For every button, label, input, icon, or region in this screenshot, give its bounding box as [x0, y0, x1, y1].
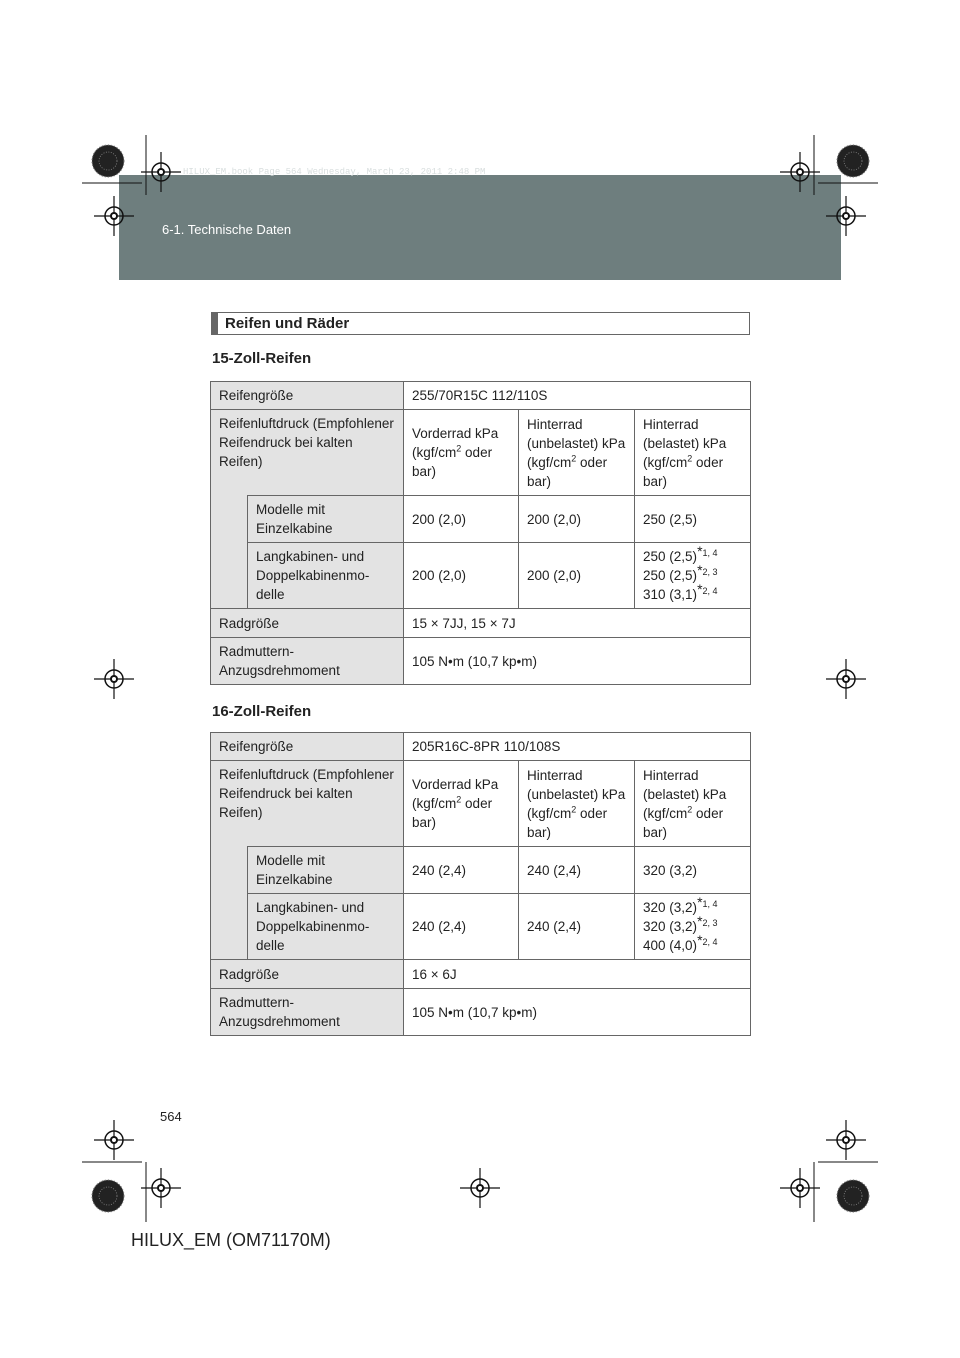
- front-value: 240 (2,4): [404, 847, 519, 894]
- rear-unloaded-value: 240 (2,4): [519, 847, 635, 894]
- book-stamp: HILUX_EM.book Page 564 Wednesday, March 23, 2011 2:48 PM: [183, 167, 486, 177]
- footnote-star: *: [697, 542, 703, 559]
- crosshair-icon: [94, 1120, 134, 1160]
- crosshair-icon: [141, 1168, 181, 1208]
- tire-size-value: 205R16C-8PR 110/108S: [404, 733, 751, 761]
- crosshair-icon: [826, 1120, 866, 1160]
- wheel-size-value: 16 × 6J: [404, 960, 751, 989]
- value-text: 250 (2,5): [643, 549, 698, 564]
- footnote-ref: 2, 3: [702, 917, 718, 928]
- footnote-star: *: [697, 912, 703, 929]
- section-label: 6-1. Technische Daten: [162, 222, 292, 237]
- crosshair-icon: [460, 1168, 500, 1208]
- tire-size-label: Reifengröße: [211, 382, 404, 410]
- pressure-label: Reifenluftdruck (Empfohlener Reifendruck bei kalten Reifen): [211, 410, 404, 496]
- crosshair-icon: [826, 196, 866, 236]
- rear-loaded-value: 320 (3,2): [635, 847, 751, 894]
- sup-2: 2: [687, 453, 693, 463]
- front-value: 240 (2,4): [404, 894, 519, 960]
- footnote-star: *: [697, 893, 703, 910]
- col-rear-loaded-text: Hinterrad (belastet) kPa (kgf/cm: [643, 416, 727, 470]
- rear-loaded-value: 250 (2,5): [635, 496, 751, 543]
- col-rear-loaded-tail: oder bar): [643, 805, 724, 840]
- pressure-label: Reifenluftdruck (Empfohlener Reifendruck bei kalten Reifen): [211, 761, 404, 847]
- sup-2: 2: [571, 453, 577, 463]
- wheel-size-label: Radgröße: [211, 609, 404, 638]
- col-rear-unloaded-tail: oder bar): [527, 454, 608, 489]
- wheel-size-label: Radgröße: [211, 960, 404, 989]
- crosshair-icon: [94, 659, 134, 699]
- tire-size-value: 255/70R15C 112/110S: [404, 382, 751, 410]
- value-text: 320 (3,2): [643, 900, 698, 915]
- footnote-ref: 2, 4: [702, 936, 718, 947]
- sup-2: 2: [687, 804, 693, 814]
- col-front-tail: oder bar): [412, 796, 493, 830]
- heading-16-inch: 16-Zoll-Reifen: [212, 703, 312, 720]
- footnote-ref: 1, 4: [702, 898, 718, 909]
- model-label: Modelle mit Einzelkabine: [248, 496, 404, 543]
- manual-code: HILUX_EM (OM71170M): [131, 1230, 331, 1250]
- rear-unloaded-value: 200 (2,0): [519, 543, 635, 609]
- model-label: Langkabinen- und Doppelkabinenmo-delle: [248, 543, 404, 609]
- value-text: 250 (2,5): [643, 568, 698, 583]
- rear-unloaded-value: 240 (2,4): [519, 894, 635, 960]
- crosshair-icon: [141, 152, 181, 192]
- col-front-text: Vorderrad kPa (kgf/cm: [412, 426, 499, 460]
- value-text: 310 (3,1): [643, 587, 698, 602]
- footnote-ref: 2, 4: [702, 585, 718, 596]
- page-number: 564: [160, 1109, 182, 1124]
- model-label: Langkabinen- und Doppelkabinenmo-delle: [248, 894, 404, 960]
- section-title-text: Reifen und Räder: [225, 315, 350, 332]
- heading-15-inch: 15-Zoll-Reifen: [212, 350, 312, 367]
- footnote-star: *: [697, 931, 703, 948]
- sup-2: 2: [456, 443, 462, 454]
- rear-unloaded-value: 200 (2,0): [519, 496, 635, 543]
- col-front-tail: oder bar): [412, 445, 493, 479]
- col-rear-unloaded-text: Hinterrad (unbelastet) kPa (kgf/cm: [527, 416, 626, 470]
- value-text: 320 (3,2): [643, 919, 698, 934]
- col-rear-loaded-tail: oder bar): [643, 454, 724, 489]
- front-value: 200 (2,0): [404, 496, 519, 543]
- torque-value: 105 N•m (10,7 kp•m): [404, 638, 751, 685]
- registration-wheel-icon: [92, 1180, 124, 1212]
- torque-value: 105 N•m (10,7 kp•m): [404, 989, 751, 1036]
- col-front-text: Vorderrad kPa (kgf/cm: [412, 777, 499, 811]
- torque-label: Radmuttern-Anzugsdrehmoment: [211, 638, 404, 685]
- crosshair-icon: [826, 659, 866, 699]
- col-rear-unloaded-tail: oder bar): [527, 805, 608, 840]
- footnote-ref: 2, 3: [702, 566, 718, 577]
- col-rear-loaded-text: Hinterrad (belastet) kPa (kgf/cm: [643, 767, 727, 821]
- col-rear-unloaded-text: Hinterrad (unbelastet) kPa (kgf/cm: [527, 767, 626, 821]
- registration-wheel-icon: [837, 1180, 869, 1212]
- sup-2: 2: [571, 804, 577, 814]
- front-value: 200 (2,0): [404, 543, 519, 609]
- sup-2: 2: [456, 794, 462, 805]
- tire-size-label: Reifengröße: [211, 733, 404, 761]
- value-text: 400 (4,0): [643, 938, 698, 953]
- footnote-star: *: [697, 561, 703, 578]
- registration-wheel-icon: [837, 145, 869, 177]
- wheel-size-value: 15 × 7JJ, 15 × 7J: [404, 609, 751, 638]
- model-label: Modelle mit Einzelkabine: [248, 847, 404, 894]
- footnote-star: *: [697, 580, 703, 597]
- trim-lines: [82, 135, 878, 1222]
- registration-wheel-icon: [92, 145, 124, 177]
- crosshair-icon: [94, 196, 134, 236]
- footnote-ref: 1, 4: [702, 547, 718, 558]
- torque-label: Radmuttern-Anzugsdrehmoment: [211, 989, 404, 1036]
